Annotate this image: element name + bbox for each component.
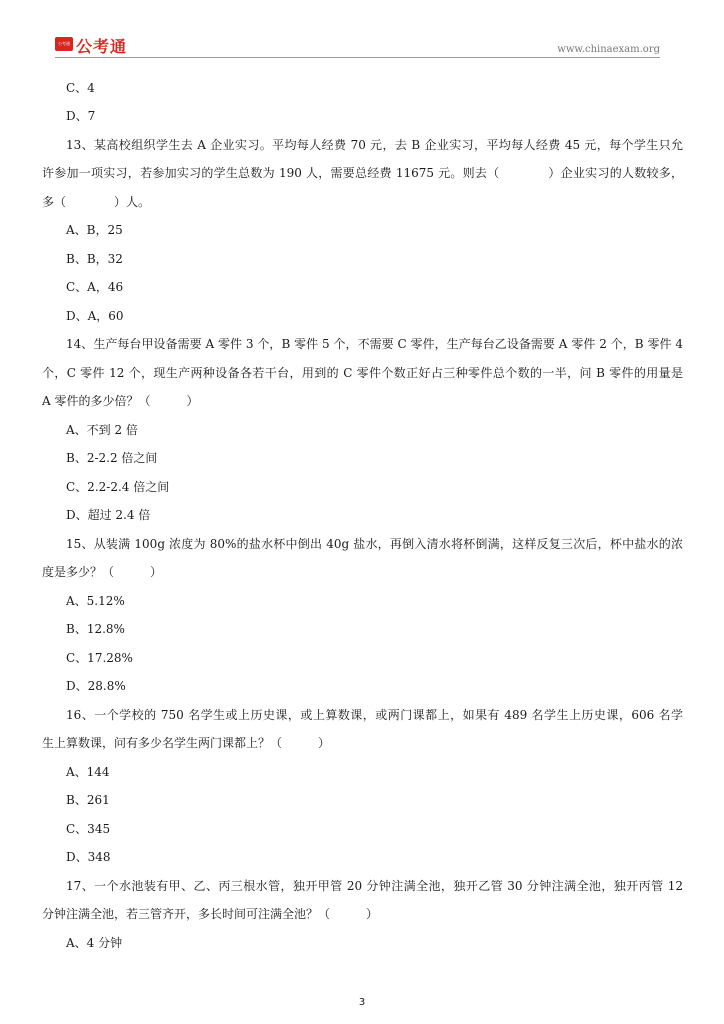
q17-option-a: A、4 分钟 (66, 936, 123, 950)
q16-stem-line-1: 16、一个学校的 750 名学生或上历史课，或上算数课，或两门课都上，如果有 489 名学生上历史课，606 名学 (66, 708, 683, 722)
q16-option-a: A、144 (66, 765, 110, 779)
q17-stem-line-1: 17、一个水池装有甲、乙、丙三根水管，独开甲管 20 分钟注满全池，独开乙管 30 分钟注满全池，独开丙管 12 (66, 879, 683, 893)
q13-stem-line-2: 许参加一项实习，若参加实习的学生总数为 190 人，需要总经费 11675 元。则去（ ）企业实习的人数较多， (42, 166, 683, 180)
q15-option-b: B、12.8% (66, 622, 125, 636)
q13-option-a: A、B，25 (66, 223, 123, 237)
q14-option-c: C、2.2-2.4 倍之间 (66, 480, 170, 494)
q13-option-c: C、A，46 (66, 280, 124, 294)
q16-stem-line-2: 生上算数课，问有多少名学生两门课都上？（ ） (42, 736, 331, 750)
q15-option-d: D、28.8% (66, 679, 126, 693)
logo-text: 公考通 (76, 37, 128, 56)
q12-option-d: D、7 (66, 109, 96, 123)
q15-option-c: C、17.28% (66, 651, 133, 665)
q14-stem-line-3: A 零件的多少倍？（ ） (42, 394, 199, 408)
q16-option-d: D、348 (66, 850, 111, 864)
q17-stem-line-2: 分钟注满全池，若三管齐开，多长时间可注满全池？（ ） (42, 907, 379, 921)
q15-option-a: A、5.12% (66, 594, 125, 608)
q12-option-c: C、4 (66, 81, 95, 95)
q13-option-d: D、A，60 (66, 309, 124, 323)
q14-stem-line-2: 个，C 零件 12 个，现生产两种设备各若干台，用到的 C 零件个数正好占三种零件总个数的一半，问 B 零件的用量是 (42, 366, 683, 380)
q14-option-a: A、不到 2 倍 (66, 423, 138, 437)
page-number: 3 (358, 997, 366, 1008)
q15-stem-line-1: 15、从装满 100g 浓度为 80%的盐水杯中倒出 40g 盐水，再倒入清水将杯倒满，这样反复三次后，杯中盐水的浓 (66, 537, 683, 551)
q13-option-b: B、B，32 (66, 252, 123, 266)
q14-option-d: D、超过 2.4 倍 (66, 508, 151, 522)
q13-stem-line-3: 多（ ）人。 (42, 195, 151, 209)
q14-stem-line-1: 14、生产每台甲设备需要 A 零件 3 个，B 零件 5 个，不需要 C 零件，生产每台乙设备需要 A 零件 2 个，B 零件 4 (66, 337, 683, 351)
q13-stem-line-1: 13、某高校组织学生去 A 企业实习。平均每人经费 70 元，去 B 企业实习，平均每人经费 45 元，每个学生只允 (66, 138, 683, 152)
q14-option-b: B、2-2.2 倍之间 (66, 451, 158, 465)
q16-option-b: B、261 (66, 793, 110, 807)
site-url: www.chinaexam.org (557, 44, 660, 55)
logo-badge-icon: 公考通 (55, 37, 73, 51)
q15-stem-line-2: 度是多少？（ ） (42, 565, 163, 579)
q16-option-c: C、345 (66, 822, 111, 836)
